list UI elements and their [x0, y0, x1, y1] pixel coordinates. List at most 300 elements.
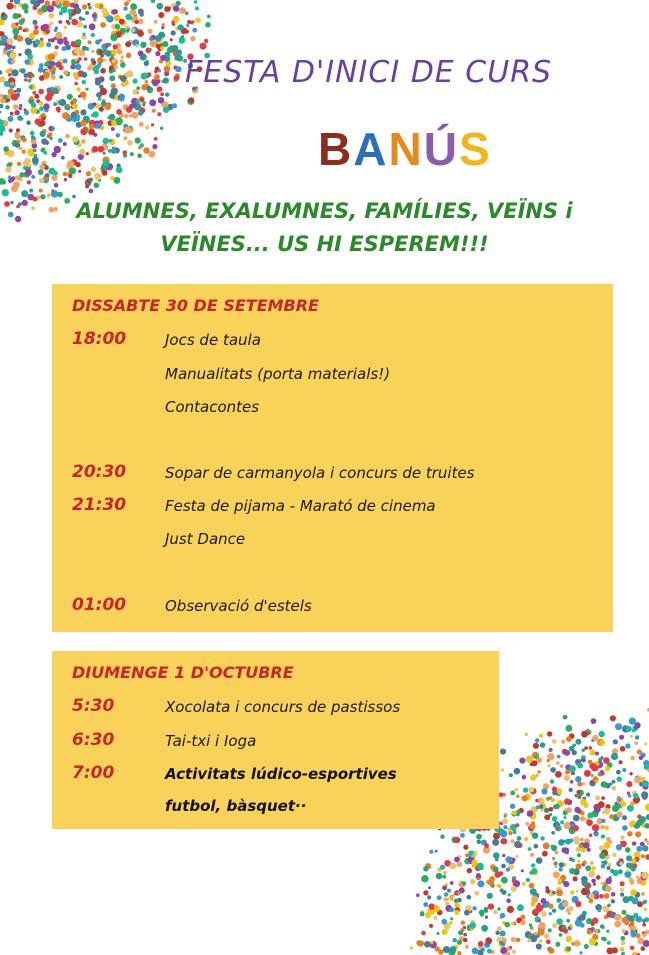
confetti-dot	[428, 904, 434, 910]
confetti-dot	[543, 842, 550, 849]
confetti-dot	[527, 938, 531, 942]
confetti-dot	[11, 69, 18, 76]
confetti-dot	[529, 883, 535, 889]
confetti-dot	[541, 788, 547, 794]
confetti-dot	[51, 175, 57, 181]
confetti-dot	[442, 875, 446, 879]
confetti-dot	[550, 845, 553, 848]
confetti-dot	[457, 940, 462, 945]
confetti-dot	[154, 137, 158, 141]
brand-letter: A	[353, 123, 389, 175]
confetti-dot	[13, 13, 19, 19]
confetti-dot	[68, 174, 72, 178]
confetti-dot	[174, 75, 180, 81]
confetti-dot	[582, 758, 586, 762]
confetti-dot	[437, 895, 442, 900]
confetti-dot	[15, 22, 18, 25]
confetti-dot	[620, 862, 624, 866]
activity: Tai-txi i Ioga	[165, 732, 257, 750]
confetti-dot	[485, 942, 489, 946]
confetti-dot	[611, 753, 618, 760]
confetti-dot	[580, 799, 587, 806]
confetti-dot	[100, 68, 106, 74]
confetti-dot	[616, 770, 621, 775]
confetti-dot	[11, 59, 15, 63]
confetti-dot	[102, 170, 108, 176]
confetti-dot	[69, 167, 76, 174]
confetti-dot	[98, 98, 101, 101]
confetti-dot	[493, 852, 500, 859]
confetti-dot	[460, 833, 465, 838]
confetti-dot	[49, 21, 53, 25]
confetti-dot	[457, 891, 461, 895]
confetti-dot	[589, 746, 593, 750]
confetti-dot	[599, 740, 605, 746]
confetti-dot	[531, 821, 535, 825]
confetti-dot	[31, 102, 37, 108]
confetti-dot	[138, 9, 144, 15]
confetti-dot	[423, 902, 428, 907]
confetti-dot	[52, 88, 58, 94]
confetti-dot	[126, 53, 132, 59]
confetti-dot	[76, 115, 80, 119]
confetti-dot	[500, 830, 507, 837]
confetti-dot	[573, 815, 580, 822]
confetti-dot	[71, 112, 77, 118]
brand-letter: N	[388, 123, 424, 175]
confetti-dot	[89, 124, 95, 130]
confetti-dot	[450, 946, 457, 953]
confetti-dot	[553, 871, 560, 878]
confetti-dot	[85, 184, 89, 188]
confetti-dot	[204, 39, 208, 43]
confetti-dot	[641, 872, 648, 879]
confetti-dot	[81, 72, 87, 78]
confetti-dot	[127, 140, 133, 146]
confetti-dot	[57, 109, 61, 113]
confetti-dot	[410, 947, 413, 950]
confetti-dot	[575, 739, 581, 745]
confetti-dot	[29, 96, 33, 100]
confetti-dot	[75, 39, 81, 45]
confetti-dot	[62, 112, 69, 119]
confetti-dot	[619, 760, 623, 764]
confetti-dot	[513, 830, 517, 834]
confetti-dot	[93, 102, 97, 106]
confetti-dot	[39, 101, 44, 106]
confetti-dot	[187, 20, 191, 24]
confetti-dot	[596, 875, 601, 880]
confetti-dot	[630, 735, 633, 738]
confetti-dot	[40, 131, 46, 137]
confetti-dot	[592, 866, 596, 870]
confetti-dot	[124, 114, 128, 118]
confetti-dot	[64, 26, 67, 29]
confetti-dot	[120, 75, 127, 82]
confetti-dot	[190, 36, 196, 42]
confetti-dot	[437, 932, 440, 935]
confetti-dot	[149, 37, 153, 41]
confetti-dot	[138, 110, 143, 115]
confetti-dot	[109, 139, 112, 142]
confetti-dot	[560, 820, 564, 824]
subtitle-line: VEÏNES... US HI ESPEREM!!!	[160, 232, 489, 256]
confetti-dot	[148, 29, 153, 34]
confetti-dot	[130, 3, 137, 10]
confetti-dot	[626, 781, 632, 787]
confetti-dot	[102, 138, 109, 145]
confetti-dot	[577, 763, 583, 769]
confetti-dot	[462, 881, 466, 885]
confetti-dot	[604, 826, 609, 831]
confetti-dot	[538, 922, 545, 929]
confetti-dot	[611, 899, 615, 903]
confetti-dot	[497, 926, 502, 931]
confetti-dot	[34, 25, 38, 29]
confetti-dot	[586, 918, 592, 924]
confetti-dot	[23, 29, 26, 32]
activity: Festa de pijama - Marató de cinema	[165, 497, 436, 515]
confetti-dot	[501, 768, 504, 771]
confetti-dot	[582, 888, 586, 892]
confetti-dot	[101, 78, 104, 81]
confetti-dot	[66, 105, 69, 108]
confetti-dot	[17, 35, 24, 42]
confetti-dot	[621, 801, 627, 807]
confetti-dot	[39, 106, 44, 111]
confetti-dot	[556, 918, 563, 925]
confetti-dot	[94, 183, 100, 189]
confetti-dot	[19, 172, 24, 177]
confetti-dot	[559, 933, 563, 937]
confetti-dot	[92, 13, 96, 17]
confetti-dot	[538, 770, 541, 773]
confetti-dot	[515, 855, 518, 858]
confetti-dot	[584, 746, 588, 750]
confetti-dot	[111, 54, 114, 57]
confetti-dot	[6, 3, 13, 10]
confetti-dot	[24, 9, 28, 13]
confetti-dot	[131, 112, 138, 119]
confetti-dot	[29, 33, 35, 39]
confetti-dot	[546, 939, 551, 944]
confetti-dot	[525, 732, 529, 736]
confetti-dot	[157, 86, 163, 92]
confetti-dot	[440, 865, 445, 870]
confetti-dot	[43, 72, 50, 79]
confetti-dot	[477, 880, 484, 887]
confetti-dot	[533, 743, 539, 749]
confetti-dot	[194, 0, 198, 4]
confetti-dot	[542, 851, 548, 857]
confetti-dot	[63, 142, 67, 146]
confetti-dot	[454, 857, 460, 863]
confetti-dot	[144, 61, 149, 66]
confetti-dot	[601, 834, 605, 838]
confetti-dot	[581, 876, 588, 883]
confetti-dot	[601, 796, 605, 800]
confetti-dot	[625, 847, 631, 853]
confetti-dot	[595, 833, 599, 837]
confetti-dot	[571, 858, 575, 862]
confetti-dot	[614, 921, 621, 928]
confetti-dot	[548, 753, 555, 760]
confetti-dot	[626, 869, 629, 872]
confetti-dot	[146, 86, 151, 91]
activity: Manualitats (porta materials!)	[165, 365, 391, 383]
confetti-dot	[449, 907, 454, 912]
confetti-dot	[541, 911, 547, 917]
confetti-dot	[536, 905, 543, 912]
confetti-dot	[178, 24, 184, 30]
confetti-dot	[24, 78, 27, 81]
confetti-dot	[591, 879, 596, 884]
confetti-dot	[545, 814, 551, 820]
confetti-dot	[82, 80, 87, 85]
confetti-dot	[596, 780, 599, 783]
confetti-dot	[92, 60, 97, 65]
confetti-dot	[591, 774, 594, 777]
confetti-dot	[116, 167, 123, 174]
confetti-dot	[641, 791, 648, 798]
confetti-dot	[58, 20, 62, 24]
confetti-dot	[561, 740, 565, 744]
confetti-dot	[82, 18, 85, 21]
confetti-dot	[499, 871, 504, 876]
confetti-dot	[465, 945, 469, 949]
confetti-dot	[586, 793, 590, 797]
activity: Just Dance	[165, 530, 246, 548]
confetti-dot	[600, 882, 604, 886]
confetti-dot	[143, 73, 148, 78]
confetti-dot	[577, 790, 581, 794]
confetti-dot	[16, 128, 20, 132]
confetti-dot	[19, 107, 22, 110]
confetti-dot	[63, 172, 68, 177]
confetti-dot	[621, 936, 626, 941]
confetti-dot	[536, 857, 543, 864]
confetti-dot	[516, 795, 519, 798]
confetti-dot	[535, 913, 538, 916]
confetti-dot	[429, 850, 433, 854]
confetti-dot	[18, 26, 22, 30]
confetti-dot	[576, 890, 579, 893]
activity: Observació d'estels	[165, 597, 312, 615]
confetti-dot	[43, 151, 47, 155]
confetti-dot	[129, 114, 132, 117]
confetti-dot	[43, 103, 49, 109]
confetti-dot	[139, 122, 144, 127]
brand-name	[318, 122, 492, 176]
confetti-dot	[40, 120, 46, 126]
confetti-dot	[642, 919, 646, 923]
confetti-dot	[511, 839, 515, 843]
confetti-dot	[530, 763, 533, 766]
confetti-dot	[98, 49, 104, 55]
activity: Sopar de carmanyola i concurs de truites	[165, 464, 475, 482]
confetti-dot	[512, 810, 517, 815]
confetti-dot	[111, 120, 117, 126]
confetti-dot	[600, 924, 604, 928]
confetti-dot	[546, 797, 550, 801]
confetti-dot	[639, 816, 646, 823]
confetti-dot	[535, 774, 538, 777]
time: 18:00	[72, 329, 127, 349]
confetti-dot	[621, 910, 626, 915]
confetti-dot	[145, 80, 148, 83]
confetti-dot	[418, 940, 424, 946]
confetti-dot	[502, 818, 508, 824]
confetti-dot	[10, 52, 17, 59]
confetti-dot	[538, 919, 541, 922]
confetti-dot	[642, 780, 649, 787]
confetti-dot	[612, 805, 619, 812]
confetti-dot	[5, 69, 9, 73]
confetti-dot	[189, 97, 195, 103]
confetti-dot	[63, 37, 67, 41]
confetti-dot	[504, 922, 510, 928]
confetti-dot	[568, 906, 573, 911]
confetti-dot	[442, 929, 448, 935]
confetti-dot	[450, 917, 453, 920]
confetti-dot	[41, 113, 45, 117]
confetti-dot	[504, 815, 507, 818]
confetti-dot	[573, 876, 578, 881]
confetti-dot	[32, 157, 39, 164]
confetti-dot	[634, 741, 638, 745]
confetti-dot	[163, 78, 169, 84]
confetti-dot	[162, 41, 168, 47]
confetti-dot	[158, 97, 165, 104]
confetti-dot	[560, 764, 564, 768]
confetti-dot	[142, 101, 146, 105]
confetti-dot	[39, 178, 44, 183]
confetti-dot	[572, 824, 575, 827]
confetti-dot	[16, 88, 21, 93]
confetti-dot	[641, 946, 646, 951]
confetti-dot	[606, 930, 609, 933]
confetti-dot	[634, 777, 641, 784]
confetti-dot	[644, 838, 647, 841]
activity: futbol, bàsquet··	[165, 797, 307, 815]
confetti-dot	[41, 138, 47, 144]
confetti-dot	[642, 923, 646, 927]
confetti-dot	[626, 855, 632, 861]
confetti-dot	[58, 138, 63, 143]
confetti-dot	[24, 110, 29, 115]
confetti-dot	[142, 42, 146, 46]
confetti-dot	[463, 845, 468, 850]
confetti-dot	[0, 104, 3, 109]
confetti-dot	[95, 80, 101, 86]
confetti-dot	[32, 20, 37, 25]
confetti-dot	[91, 167, 97, 173]
confetti-dot	[511, 937, 516, 942]
confetti-dot	[554, 850, 558, 854]
confetti-dot	[121, 55, 124, 58]
confetti-dot	[26, 39, 33, 46]
confetti-dot	[574, 839, 580, 845]
confetti-dot	[622, 917, 628, 923]
confetti-dot	[8, 175, 11, 178]
confetti-dot	[590, 861, 594, 865]
confetti-dot	[580, 816, 585, 821]
confetti-dot	[428, 886, 431, 889]
confetti-dot	[541, 898, 547, 904]
brand-letter: Ú	[423, 123, 459, 175]
confetti-dot	[630, 880, 635, 885]
confetti-dot	[644, 742, 647, 745]
confetti-dot	[521, 869, 524, 872]
confetti-dot	[468, 851, 473, 856]
confetti-dot	[556, 827, 559, 830]
confetti-dot	[540, 799, 545, 804]
confetti-dot	[84, 57, 88, 61]
confetti-dot	[583, 860, 587, 864]
confetti-dot	[104, 103, 111, 110]
confetti-dot	[625, 743, 630, 748]
confetti-dot	[503, 825, 507, 829]
confetti-dot	[80, 120, 86, 126]
confetti-dot	[82, 33, 85, 36]
confetti-dot	[474, 891, 479, 896]
confetti-dot	[120, 62, 125, 67]
confetti-dot	[551, 831, 555, 835]
activity: Xocolata i concurs de pastissos	[165, 698, 401, 716]
confetti-dot	[463, 938, 467, 942]
confetti-dot	[67, 94, 73, 100]
confetti-dot	[530, 853, 534, 857]
confetti-dot	[78, 95, 81, 98]
confetti-dot	[436, 873, 443, 880]
confetti-dot	[555, 771, 562, 778]
confetti-dot	[51, 75, 56, 80]
confetti-dot	[507, 828, 511, 832]
confetti-dot	[592, 735, 598, 741]
activity: Activitats lúdico-esportives	[165, 765, 397, 783]
confetti-dot	[170, 38, 173, 41]
confetti-dot	[442, 885, 447, 890]
confetti-dot	[464, 910, 470, 916]
confetti-dot	[582, 911, 587, 916]
confetti-dot	[481, 925, 488, 932]
confetti-dot	[636, 916, 642, 922]
confetti-dot	[522, 775, 527, 780]
confetti-dot	[605, 766, 610, 771]
confetti-dot	[535, 799, 538, 802]
confetti-dot	[53, 171, 57, 175]
confetti-dot	[577, 860, 580, 863]
confetti-dot	[610, 869, 614, 873]
confetti-dot	[127, 28, 130, 31]
confetti-dot	[569, 868, 575, 874]
confetti-dot	[65, 134, 70, 139]
confetti-dot	[598, 909, 601, 912]
confetti-dot	[186, 24, 189, 27]
confetti-dot	[602, 937, 606, 941]
confetti-dot	[556, 761, 560, 765]
confetti-dot	[611, 892, 616, 897]
confetti-dot	[515, 823, 519, 827]
confetti-dot	[10, 0, 14, 2]
confetti-dot	[535, 738, 539, 742]
confetti-dot	[24, 158, 30, 164]
confetti-dot	[93, 133, 97, 137]
confetti-dot	[627, 831, 633, 837]
confetti-dot	[79, 17, 83, 21]
confetti-dot	[143, 147, 149, 153]
confetti-dot	[80, 91, 87, 98]
